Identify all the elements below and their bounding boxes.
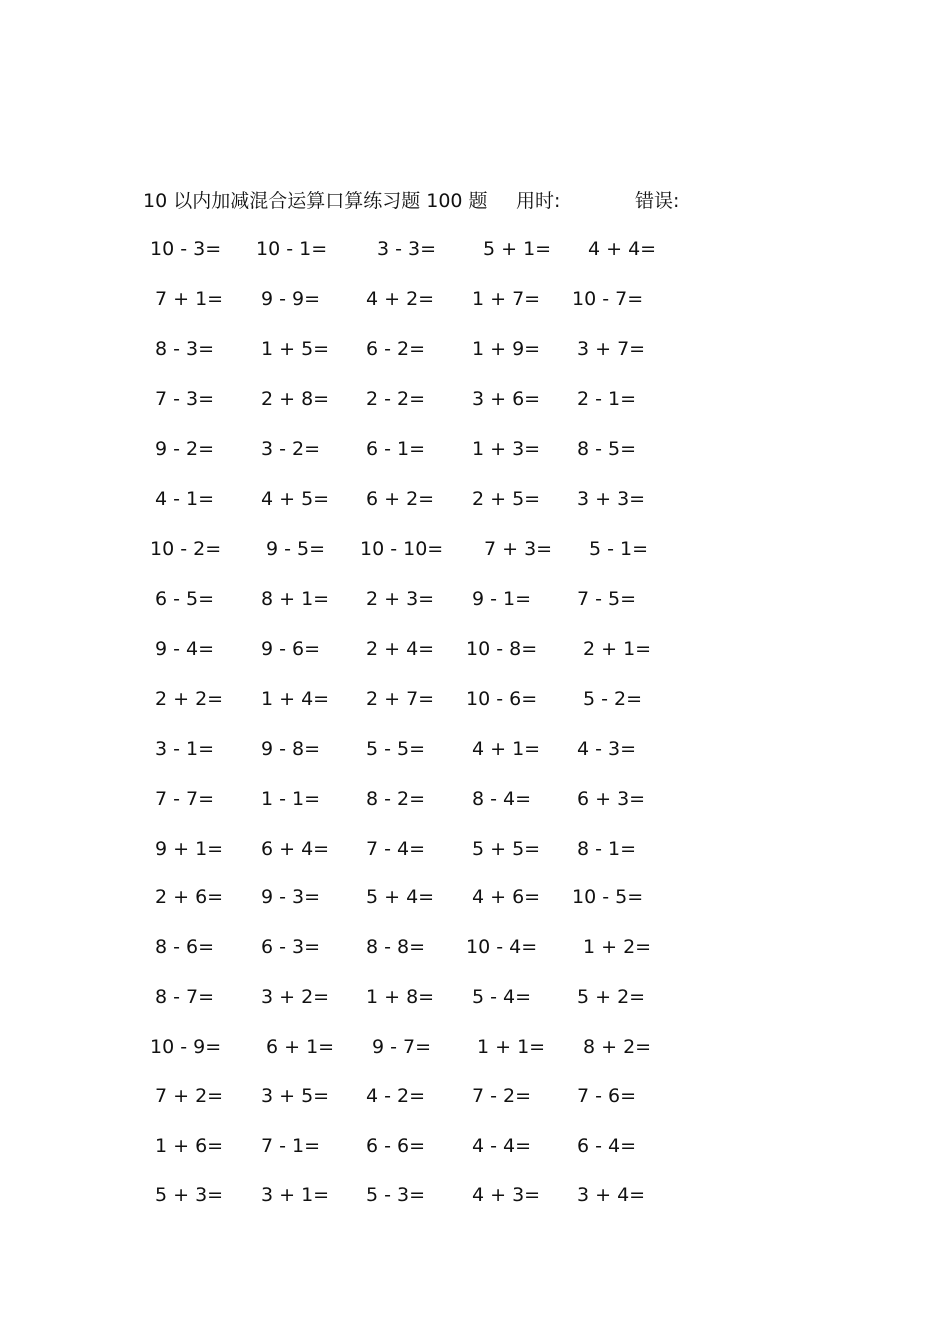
problem: 9 - 7= <box>372 1036 432 1058</box>
problem: 5 + 3= <box>155 1184 224 1206</box>
problem: 1 + 8= <box>366 986 435 1008</box>
problem: 7 + 1= <box>155 288 224 310</box>
problem: 10 - 10= <box>360 538 444 560</box>
problem: 10 - 4= <box>466 936 538 958</box>
problem: 9 - 9= <box>261 288 321 310</box>
problem: 8 - 8= <box>366 936 426 958</box>
problem: 4 + 4= <box>588 238 657 260</box>
problem: 6 - 3= <box>261 936 321 958</box>
problem: 10 - 8= <box>466 638 538 660</box>
problem: 9 - 8= <box>261 738 321 760</box>
problem-row <box>0 932 950 962</box>
problem: 4 + 6= <box>472 886 541 908</box>
problem: 7 - 7= <box>155 788 215 810</box>
problem: 6 - 6= <box>366 1135 426 1157</box>
problem: 7 + 2= <box>155 1085 224 1107</box>
problem: 1 + 9= <box>472 338 541 360</box>
problem-row <box>0 284 950 314</box>
problem: 4 + 2= <box>366 288 435 310</box>
problem-row <box>0 1081 950 1111</box>
problem: 4 - 3= <box>577 738 637 760</box>
problem-row <box>0 982 950 1012</box>
problem: 9 - 2= <box>155 438 215 460</box>
problem-row <box>0 1131 950 1161</box>
problem: 8 + 1= <box>261 588 330 610</box>
problem-row <box>0 584 950 614</box>
problem: 1 + 3= <box>472 438 541 460</box>
problem: 10 - 7= <box>572 288 644 310</box>
problem: 6 + 3= <box>577 788 646 810</box>
problem: 3 + 5= <box>261 1085 330 1107</box>
problem: 4 - 2= <box>366 1085 426 1107</box>
problem: 8 - 1= <box>577 838 637 860</box>
problem-row <box>0 334 950 364</box>
problem-row <box>0 384 950 414</box>
problem: 1 + 6= <box>155 1135 224 1157</box>
problem-row <box>0 882 950 912</box>
problem: 5 + 1= <box>483 238 552 260</box>
problem-row <box>0 1180 950 1210</box>
worksheet-title: 10 以内加减混合运算口算练习题 100 题 <box>143 190 488 212</box>
problem: 2 - 2= <box>366 388 426 410</box>
problem: 10 - 3= <box>150 238 222 260</box>
problem: 3 + 2= <box>261 986 330 1008</box>
problem: 4 + 3= <box>472 1184 541 1206</box>
problem: 10 - 2= <box>150 538 222 560</box>
problem: 3 + 6= <box>472 388 541 410</box>
problem: 6 - 5= <box>155 588 215 610</box>
problem: 3 - 3= <box>377 238 437 260</box>
problem: 2 + 4= <box>366 638 435 660</box>
problem: 10 - 1= <box>256 238 328 260</box>
problem-row <box>0 634 950 664</box>
problem-row <box>0 434 950 464</box>
problem: 9 - 5= <box>266 538 326 560</box>
problem: 5 + 2= <box>577 986 646 1008</box>
problem-row <box>0 784 950 814</box>
problem: 3 + 3= <box>577 488 646 510</box>
problem: 1 + 5= <box>261 338 330 360</box>
problem: 2 + 3= <box>366 588 435 610</box>
problem: 5 - 5= <box>366 738 426 760</box>
problem: 1 + 1= <box>477 1036 546 1058</box>
time-label: 用时: <box>516 190 561 212</box>
problem: 10 - 9= <box>150 1036 222 1058</box>
errors-label: 错误: <box>635 190 680 212</box>
problem: 2 - 1= <box>577 388 637 410</box>
problem: 7 - 3= <box>155 388 215 410</box>
problem: 7 - 6= <box>577 1085 637 1107</box>
problem: 8 - 2= <box>366 788 426 810</box>
problem: 6 + 2= <box>366 488 435 510</box>
problem: 1 + 2= <box>583 936 652 958</box>
problem-row <box>0 1032 950 1062</box>
problem-row <box>0 834 950 864</box>
problem-row <box>0 684 950 714</box>
problem: 8 - 6= <box>155 936 215 958</box>
problem: 4 - 4= <box>472 1135 532 1157</box>
problem: 7 - 4= <box>366 838 426 860</box>
problem: 5 - 4= <box>472 986 532 1008</box>
problem: 5 - 2= <box>583 688 643 710</box>
problem: 4 + 1= <box>472 738 541 760</box>
problem-row <box>0 234 950 264</box>
problem: 1 + 4= <box>261 688 330 710</box>
problem-row <box>0 534 950 564</box>
problem: 2 + 1= <box>583 638 652 660</box>
problem: 1 + 7= <box>472 288 541 310</box>
problem: 9 - 4= <box>155 638 215 660</box>
problem: 8 + 2= <box>583 1036 652 1058</box>
problem: 9 - 1= <box>472 588 532 610</box>
problem: 6 - 4= <box>577 1135 637 1157</box>
problem: 9 - 3= <box>261 886 321 908</box>
problem: 7 + 3= <box>484 538 553 560</box>
problem: 6 + 4= <box>261 838 330 860</box>
problem: 3 - 2= <box>261 438 321 460</box>
problem: 6 - 2= <box>366 338 426 360</box>
problem: 5 - 1= <box>589 538 649 560</box>
problem: 9 - 6= <box>261 638 321 660</box>
problem: 8 - 4= <box>472 788 532 810</box>
problem: 4 + 5= <box>261 488 330 510</box>
problem: 4 - 1= <box>155 488 215 510</box>
problem: 2 + 2= <box>155 688 224 710</box>
problem: 3 + 7= <box>577 338 646 360</box>
problem: 7 - 2= <box>472 1085 532 1107</box>
problem: 8 - 7= <box>155 986 215 1008</box>
problem: 6 - 1= <box>366 438 426 460</box>
problem: 10 - 6= <box>466 688 538 710</box>
problem: 5 + 4= <box>366 886 435 908</box>
problem: 7 - 5= <box>577 588 637 610</box>
problem: 1 - 1= <box>261 788 321 810</box>
problem-row <box>0 734 950 764</box>
problem: 2 + 5= <box>472 488 541 510</box>
problem: 3 - 1= <box>155 738 215 760</box>
problem: 5 - 3= <box>366 1184 426 1206</box>
problem: 2 + 7= <box>366 688 435 710</box>
problem: 2 + 8= <box>261 388 330 410</box>
problem: 3 + 1= <box>261 1184 330 1206</box>
problem: 5 + 5= <box>472 838 541 860</box>
problem: 8 - 3= <box>155 338 215 360</box>
problem: 8 - 5= <box>577 438 637 460</box>
problem: 3 + 4= <box>577 1184 646 1206</box>
problem: 2 + 6= <box>155 886 224 908</box>
problem: 7 - 1= <box>261 1135 321 1157</box>
problem: 6 + 1= <box>266 1036 335 1058</box>
problem: 9 + 1= <box>155 838 224 860</box>
problem: 10 - 5= <box>572 886 644 908</box>
problem-row <box>0 484 950 514</box>
